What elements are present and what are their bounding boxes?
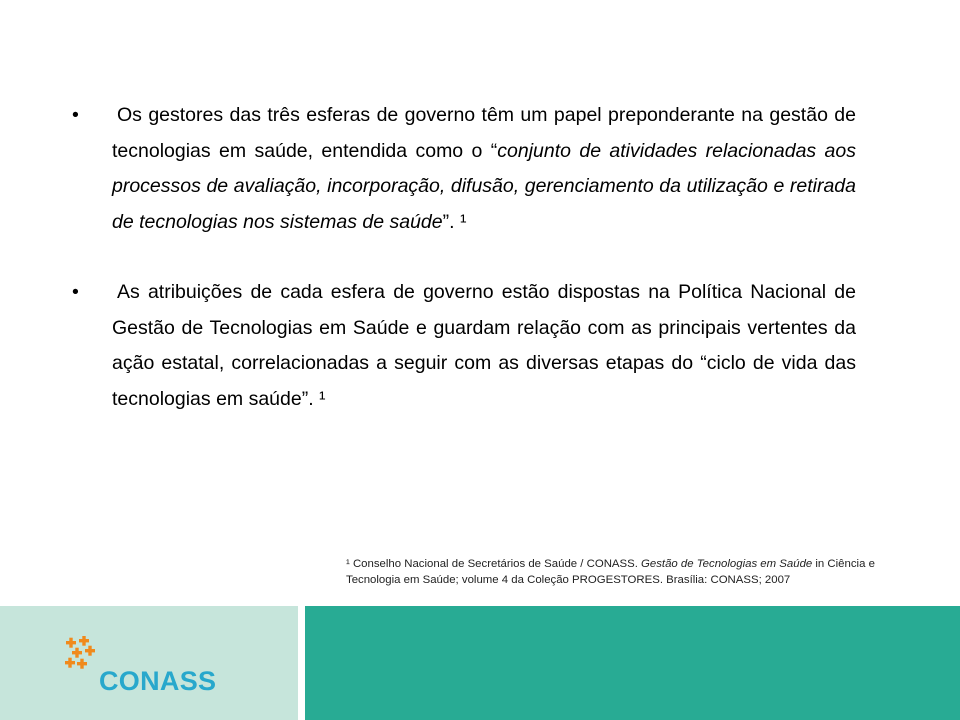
bullet-1-text: Os gestores das três esferas de governo têm um papel preponderante na gestão de tecnologias em saúde, entendida como o “ [112, 104, 856, 162]
bullet-item-1 [72, 98, 856, 240]
conass-logo [64, 636, 217, 696]
bullet-1-text-end: ”. ¹ [442, 210, 467, 233]
bullet-item-2 [72, 275, 856, 417]
conass-mark-icon [64, 636, 104, 672]
bullet-2-text: As atribuições de cada esfera de governo estão dispostas na Política Nacional de Gestão de Tecnologias em Saúde e guardam relação com as principais vertentes da ação estatal, correlacionadas a seguir com as diversas etapas do “ciclo de vida das tecnologias em saúde”. ¹ [112, 281, 856, 410]
bullet-symbol: • [72, 281, 79, 303]
slide-content [72, 98, 856, 417]
bullet-symbol: • [72, 104, 79, 126]
footnote-text-end: in Ciência e Tecnologia em Saúde; volume 4 da Coleção PROGESTORES. Brasília: CONASS; 2007 [346, 558, 875, 586]
logo-text: CONASS [99, 666, 217, 696]
bullet-1-quote: conjunto de atividades relacionadas aos processos de avaliação, incorporação, difusão, gerenciamento da utilização e retirada de tecnologias nos sistemas de saúde [112, 139, 856, 233]
footnote-text: ¹ Conselho Nacional de Secretários de Saúde / CONASS. [346, 558, 642, 570]
footer-band-right [305, 606, 960, 720]
footnote [346, 556, 926, 588]
footnote-title: Gestão de Tecnologias em Saúde [641, 558, 813, 570]
